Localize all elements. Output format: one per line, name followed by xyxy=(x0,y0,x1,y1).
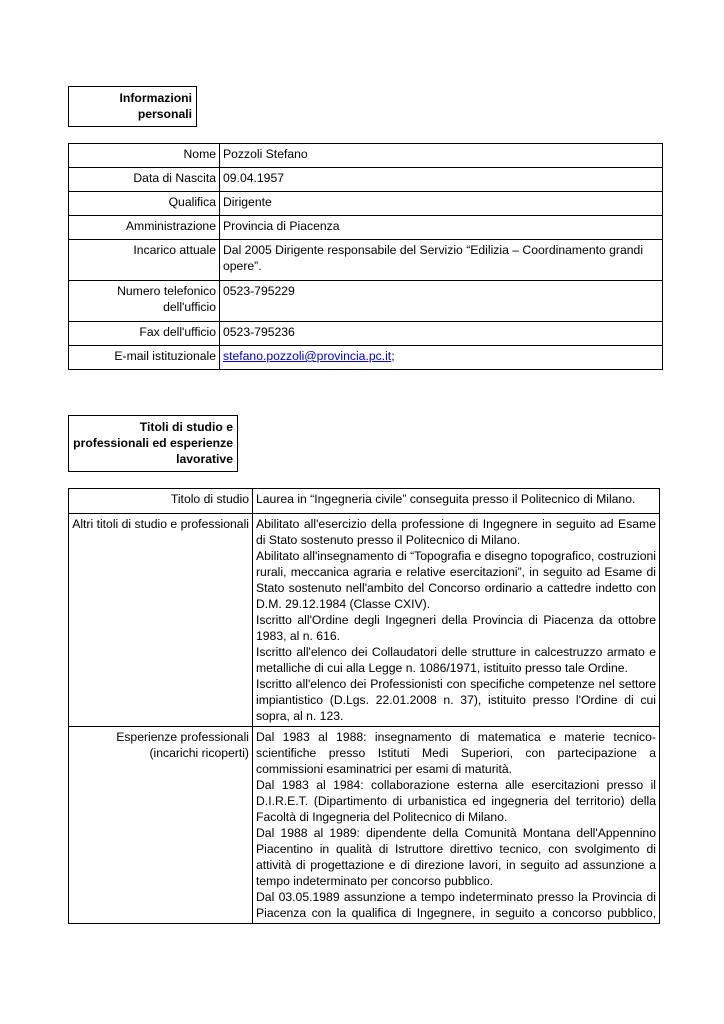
email-value xyxy=(220,346,663,370)
administration-label: Amministrazione xyxy=(69,216,220,240)
experience-item: Dal 1983 al 1984: collaborazione esterna alle esercitazioni presso il D.I.R.E.T. (Dipartimento di urbanistica ed ingegneria del territorio) della Facoltà di Ingegneria del Politecnico di Milano. xyxy=(256,778,656,824)
name-label: Nome xyxy=(69,144,220,168)
current-role-label: Incarico attuale xyxy=(69,240,220,281)
table-row xyxy=(69,489,660,514)
section-header-studies-experience xyxy=(68,415,238,472)
current-role-value: Dal 2005 Dirigente responsabile del Servizio “Edilizia – Coordinamento grandi opere”. xyxy=(220,240,663,281)
experience-label xyxy=(69,727,253,924)
email-label: E-mail istituzionale xyxy=(69,346,220,370)
other-titles-label: Altri titoli di studio e professionali xyxy=(69,514,253,727)
other-title-item: Iscritto all'Ordine degli Ingegneri della Provincia di Piacenza da ottobre 1983, al n. 616. xyxy=(256,613,656,643)
name-value: Pozzoli Stefano xyxy=(220,144,663,168)
table-row xyxy=(69,322,663,346)
experience-item: Dal 1988 al 1989: dipendente della Comunità Montana dell'Appennino Piacentino in qualità di Istruttore direttivo tecnico, con svolgimento di attività di progettazione e di direzione lavori, in seguito ad assunzione a tempo indeterminato per concorso pubblico. xyxy=(256,826,656,888)
other-title-item: Abilitato all'esercizio della professione di Ingegnere in seguito ad Esame di Stato sostenuto presso il Politecnico di Milano. xyxy=(256,517,656,547)
fax-label: Fax dell'ufficio xyxy=(69,322,220,346)
studies-experience-table xyxy=(68,488,660,924)
personal-info-table xyxy=(68,143,663,370)
qualification-value: Dirigente xyxy=(220,192,663,216)
degree-label: Titolo di studio xyxy=(69,489,253,514)
experience-label-line1: Esperienze professionali xyxy=(116,730,249,744)
birthdate-value: 09.04.1957 xyxy=(220,168,663,192)
section-title-line1: Titoli di studio e xyxy=(139,420,233,434)
section-header-personal-info xyxy=(68,86,197,127)
section-title-line3: lavorative xyxy=(176,452,233,466)
birthdate-label: Data di Nascita xyxy=(69,168,220,192)
table-row xyxy=(69,346,663,370)
qualification-label: Qualifica xyxy=(69,192,220,216)
phone-value: 0523-795229 xyxy=(220,281,663,322)
phone-label-line2: dell'ufficio xyxy=(163,300,216,314)
email-suffix: ; xyxy=(391,349,395,363)
section-title-line2: personali xyxy=(137,107,192,121)
table-row xyxy=(69,168,663,192)
table-row xyxy=(69,281,663,322)
table-row xyxy=(69,240,663,281)
fax-value: 0523-795236 xyxy=(220,322,663,346)
table-row xyxy=(69,192,663,216)
email-link[interactable]: stefano.pozzoli@provincia.pc.it xyxy=(223,349,392,363)
experience-label-line2: (incarichi ricoperti) xyxy=(149,746,249,760)
table-row xyxy=(69,727,660,924)
experience-value xyxy=(253,727,660,924)
other-title-item: Abilitato all'insegnamento di “Topografia e disegno topografico, costruzioni rurali, meccanica agraria e relative esercitazioni”, in seguito ad Esame di Stato sostenuto nell'ambito del Concorso ordinario a cattedre indetto con D.M. 29.12.1984 (Classe CXIV). xyxy=(256,549,657,611)
table-row xyxy=(69,216,663,240)
experience-item: Dal 1983 al 1988: insegnamento di matematica e materie tecnico-scientifiche presso Istituti Medi Superiori, con partecipazione a commissioni esaminatrici per esami di maturità. xyxy=(256,730,656,776)
experience-item: Dal 03.05.1989 assunzione a tempo indeterminato presso la Provincia di Piacenza con la qualifica di Ingegnere, in seguito a concorso pubblico, xyxy=(256,890,656,920)
phone-label-line1: Numero telefonico xyxy=(117,284,216,298)
section-title-line2: professionali ed esperienze xyxy=(73,436,233,450)
other-title-item: Iscritto all'elenco dei Collaudatori delle strutture in calcestruzzo armato e metalliche di cui alla Legge n. 1086/1971, istituito presso tale Ordine. xyxy=(256,645,656,675)
table-row xyxy=(69,514,660,727)
phone-label xyxy=(69,281,220,322)
degree-value: Laurea in “Ingegneria civile” conseguita presso il Politecnico di Milano. xyxy=(253,489,660,514)
other-titles-value xyxy=(253,514,660,727)
administration-value: Provincia di Piacenza xyxy=(220,216,663,240)
other-title-item: Iscritto all'elenco dei Professionisti con specifiche competenze nel settore impiantistico (D.Lgs. 22.01.2008 n. 37), istituito presso l'Ordine di cui sopra, al n. 123. xyxy=(256,677,656,723)
table-row xyxy=(69,144,663,168)
section-title-line1: Informazioni xyxy=(119,91,192,105)
